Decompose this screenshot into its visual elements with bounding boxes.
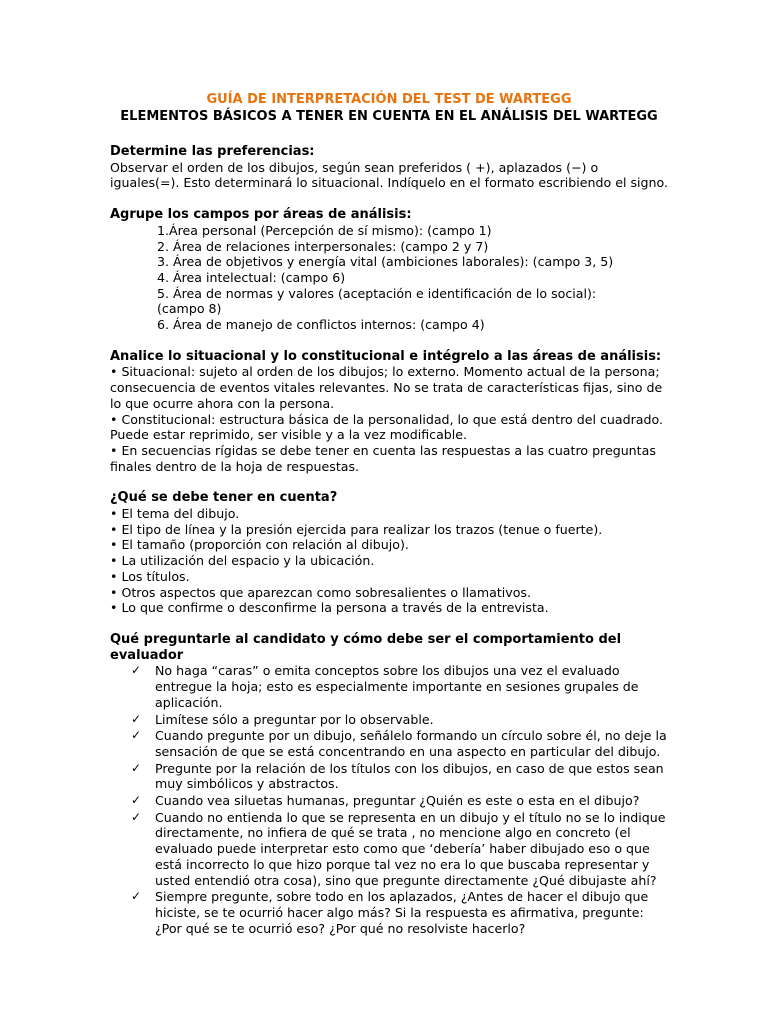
list-item: • En secuencias rígidas se debe tener en cuenta las respuestas a las cuatro preguntas finales dentro de la hoja de respuestas. [110,443,668,474]
list-item: 3. Área de objetivos y energía vital (ambiciones laborales): (campo 3, 5) [157,254,614,270]
list-item [110,793,668,809]
list-item [110,810,668,889]
list-item: 4. Área intelectual: (campo 6) [157,269,346,285]
list-item [110,712,668,728]
list-item: 2. Área de relaciones interpersonales: (campo 2 y 7) [157,238,489,254]
checkmark-icon: ✓ [131,793,142,808]
section-situational [110,349,668,475]
list-item-text: Pregunte por la relación de los títulos con los dibujos, en caso de que estos sean muy simbólicos y abstractos. [155,760,664,792]
bullet-list [110,364,668,474]
list-item: 1.Área personal (Percepción de sí mismo): (campo 1) [157,222,492,238]
document-subtitle: ELEMENTOS BÁSICOS A TENER EN CUENTA EN EL ANÁLISIS DEL WARTEGG [120,109,658,124]
document-title: GUÍA DE INTERPRETACIÓN DEL TEST DE WARTEGG [206,92,572,107]
checkmark-icon: ✓ [131,889,142,904]
list-item-text: Cuando vea siluetas humanas, preguntar ¿Quién es este o esta en el dibujo? [155,793,640,809]
list-item: • Lo que confirme o desconfirme la persona a través de la entrevista. [110,600,668,616]
checkmark-icon: ✓ [131,711,142,726]
section-heading: Agrupe los campos por áreas de análisis: [110,207,412,223]
section-heading: Analice lo situacional y lo constitucional e intégrelo a las áreas de análisis: [110,348,662,364]
section-heading: Determine las preferencias: [110,144,315,159]
list-item-text: Cuando pregunte por un dibujo, señálelo formando un círculo sobre él, no deje la sensación de que se está concentrando en una aspecto en particular del dibujo. [155,728,667,759]
check-list [110,663,668,936]
areas-list [110,223,668,333]
section-areas [110,207,668,333]
section-heading: Qué preguntarle al candidato y cómo debe ser el comportamiento del evaluador [110,631,622,663]
section-considerations [110,490,668,616]
list-item-continuation: (campo 8) [157,301,222,317]
list-item [110,663,668,710]
checkmark-icon: ✓ [131,663,142,678]
list-item-text: No haga “caras” o emita conceptos sobre los dibujos una vez el evaluado entregue la hoja; esto es especialmente importante en sesiones grupales de aplicación. [155,663,639,710]
list-item-text: Siempre pregunte, sobre todo en los aplazados, ¿Antes de hacer el dibujo que hiciste, se te ocurrió hacer algo más? Si la respuesta es afirmativa, pregunte: ¿Por qué se te ocurrió eso? ¿Por qué no resolviste hacerlo? [155,889,649,936]
section-text: Observar el orden de los dibujos, según sean preferidos ( +), aplazados (−) o iguales(=). Esto determinará lo situacional. Indíquelo en el formato escribiendo el signo. [110,159,668,191]
list-item: • Otros aspectos que aparezcan como sobresalientes o llamativos. [110,585,668,601]
checkmark-icon: ✓ [131,728,142,743]
section-heading: ¿Qué se debe tener en cuenta? [110,490,338,506]
list-item: • El tamaño (proporción con relación al dibujo). [110,537,668,553]
checkmark-icon: ✓ [131,760,142,775]
list-item [110,761,668,792]
list-item: • La utilización del espacio y la ubicación. [110,553,668,569]
list-item-text: Limítese sólo a preguntar por lo observable. [155,711,434,727]
checkmark-icon: ✓ [131,809,142,824]
list-item-text: Cuando no entienda lo que se representa en un dibujo y el título no se lo indique directamente, no infiera de qué se trata , no mencione algo en concreto (el evaluado puede interpretar esto como que ‘debería’ haber dibujado eso o que está incorrecto lo que hizo porque tal vez no era lo que buscaba representar y usted entendió otra cosa), sino que pregunte directamente ¿Qué dibujaste ahí? [155,809,666,888]
list-item-text: 5. Área de normas y valores (aceptación e identificación de lo social): [157,285,597,301]
section-preferences [110,144,668,191]
list-item [110,286,668,317]
bullet-list [110,506,668,616]
list-item [110,728,668,759]
list-item: • Constitucional: estructura básica de la personalidad, lo que está dentro del cuadrado. Puede estar reprimido, ser visible y a la vez modificable. [110,412,668,443]
list-item [110,889,668,936]
list-item: • Los títulos. [110,569,668,585]
section-evaluator [110,632,668,936]
list-item: • El tema del dibujo. [110,506,668,522]
list-item: 6. Área de manejo de conflictos internos: (campo 4) [157,317,485,333]
list-item: • Situacional: sujeto al orden de los dibujos; lo externo. Momento actual de la persona; consecuencia de eventos vitales relevantes. No se trata de características fijas, sino de lo que ocurre ahora con la persona. [110,364,668,411]
list-item: • El tipo de línea y la presión ejercida para realizar los trazos (tenue o fuerte). [110,522,668,538]
